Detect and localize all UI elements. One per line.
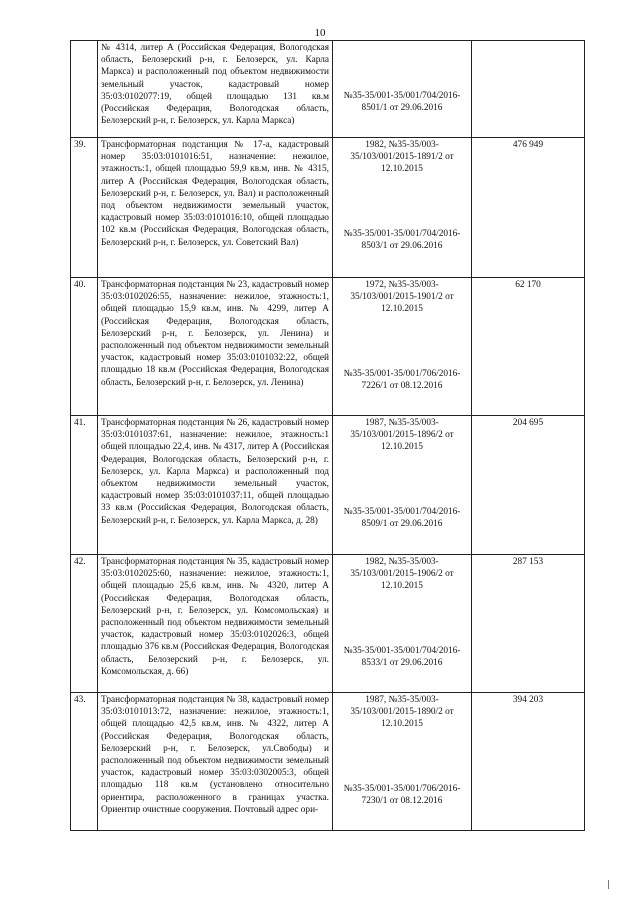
object-description: Трансформаторная подстанция № 26, кадастровый номер 35:03:0101037:61, назначение: нежилое, этажность:1 общей площадью 22,4, инв. № 4317, литер А (Российская Федерация, Вологодская область, Белозерский р-н, г. Белозерск, ул. Карла Маркса) и расположенный под объектом недвижимости земельный участок, кадастровый номер 35:03:0101037:11, общей площадью 33 кв.м (Российская Федерация, Вологодская область, Белозерский р-н, г. Белозерск, ул. Карла Маркса, д. 28) xyxy=(98,416,333,555)
registration-info xyxy=(333,138,472,278)
object-description: № 4314, литер А (Российская Федерация, Вологодская область, Белозерский р-н, г. Белозерск, ул. Карла Маркса) и расположенный под объектом недвижимости земельный участок, кадастровый номер 35:03:0102077:19, общей площадью 131 кв.м (Российская Федерация, Вологодская область, Белозерский р-н, г. Белозерск, ул. Карла Маркса) xyxy=(98,41,333,138)
registration-year-number: 1987, №35-35/003-35/103/001/2015-1896/2 от 12.10.2015 xyxy=(350,418,454,453)
balance-value: 476 949 xyxy=(472,138,585,278)
registration-year-number: 1987, №35-35/003-35/103/001/2015-1890/2 от 12.10.2015 xyxy=(350,695,454,730)
object-description: Трансформаторная подстанция № 38, кадастровый номер 35:03:0101013:72, назначение: нежилое, этажность:1, общей площадью 42,5 кв.м, инв. № 4322, литер А (Российская Федерация, Вологодская область, Белозерский р-н, г. Белозерск, ул.Свободы) и расположенный под объектом недвижимости земельный участок, кадастровый номер 35:03:0302005:3, общей площадью 118 кв.м (установлено относительно ориентира, расположенного в границах участка. Ориентир очистные сооружения. Почтовый адрес ори- xyxy=(98,693,333,831)
row-number: 39. xyxy=(71,138,98,278)
row-number: 42. xyxy=(71,555,98,693)
table-row xyxy=(71,138,585,278)
property-register-table xyxy=(70,40,585,831)
row-number xyxy=(71,41,98,138)
registration-year-number: 1982, №35-35/003-35/103/001/2015-1891/2 от 12.10.2015 xyxy=(350,140,454,175)
row-number: 43. xyxy=(71,693,98,831)
registration-info xyxy=(333,693,472,831)
land-registration-number: №35-35/001-35/001/704/2016-8501/1 от 29.06.2016 xyxy=(343,91,461,114)
object-description: Трансформаторная подстанция № 23, кадастровый номер 35:03:0102026:55, назначение: нежилое, этажность:1, общей площадью 15,9 кв.м, инв. № 4299, литер А (Российская Федерация, Вологодская область, Белозерский р-н, г. Белозерск, ул. Ленина) и расположенный под объектом недвижимости земельный участок, кадастровый номер 35:03:0101032:22, общей площадью 18 кв.м (Российская Федерация, Вологодская область, Белозерский р-н, г. Белозерск, ул. Ленина) xyxy=(98,278,333,416)
row-number: 40. xyxy=(71,278,98,416)
registration-year-number: 1972, №35-35/003-35/103/001/2015-1901/2 от 12.10.2015 xyxy=(350,280,454,315)
object-description: Трансформаторная подстанция № 35, кадастровый номер 35:03:0102025:60, назначение: нежилое, этажность:1, общей площадью 25,6 кв.м, инв. № 4320, литер А (Российская Федерация, Вологодская область, Белозерский р-н, г. Белозерск, ул. Комсомольская) и расположенный под объектом недвижимости земельный участок, кадастровый номер 35:03:0102026:3, общей площадью 376 кв.м (Российская Федерация, Вологодская область, Белозерский р-н, г. Белозерск, ул. Комсомольская, д. 66) xyxy=(98,555,333,693)
table-row xyxy=(71,555,585,693)
scan-edge-mark xyxy=(608,880,609,889)
balance-value: 204 695 xyxy=(472,416,585,555)
table-row xyxy=(71,278,585,416)
land-registration-number: №35-35/001-35/001/706/2016-7226/1 от 08.12.2016 xyxy=(343,368,461,391)
balance-value: 62 170 xyxy=(472,278,585,416)
object-description: Трансформаторная подстанция № 17-а, кадастровый номер 35:03:0101016:51, назначение: нежилое, этажность:1, общей площадью 59,9 кв.м, инв. № 4315, литер А (Российская Федерация, Вологодская область, Белозерский р-н, г. Белозерск, ул. Вал) и расположенный под объектом недвижимости земельный участок, кадастровый номер 35:03:0101016:10, общей площадью 102 кв.м (Российская Федерация, Вологодская область, Белозерский р-н, г. Белозерск, ул. Советский Вал) xyxy=(98,138,333,278)
registration-info xyxy=(333,41,472,138)
balance-value: 287 153 xyxy=(472,555,585,693)
balance-value: 394 203 xyxy=(472,693,585,831)
table-row xyxy=(71,41,585,138)
registration-info xyxy=(333,555,472,693)
land-registration-number: №35-35/001-35/001/704/2016-8509/1 от 29.06.2016 xyxy=(343,506,461,529)
land-registration-number: №35-35/001-35/001/706/2016-7230/1 от 08.12.2016 xyxy=(343,783,461,806)
land-registration-number: №35-35/001-35/001/704/2016-8533/1 от 29.06.2016 xyxy=(343,645,461,668)
land-registration-number: №35-35/001-35/001/704/2016-8503/1 от 29.06.2016 xyxy=(343,228,461,251)
registration-year-number: 1982, №35-35/003-35/103/001/2015-1906/2 от 12.10.2015 xyxy=(350,557,454,592)
registration-info xyxy=(333,416,472,555)
balance-value xyxy=(472,41,585,138)
page-number: 10 xyxy=(314,27,326,39)
row-number: 41. xyxy=(71,416,98,555)
table-row xyxy=(71,416,585,555)
table-row xyxy=(71,693,585,831)
registration-info xyxy=(333,278,472,416)
